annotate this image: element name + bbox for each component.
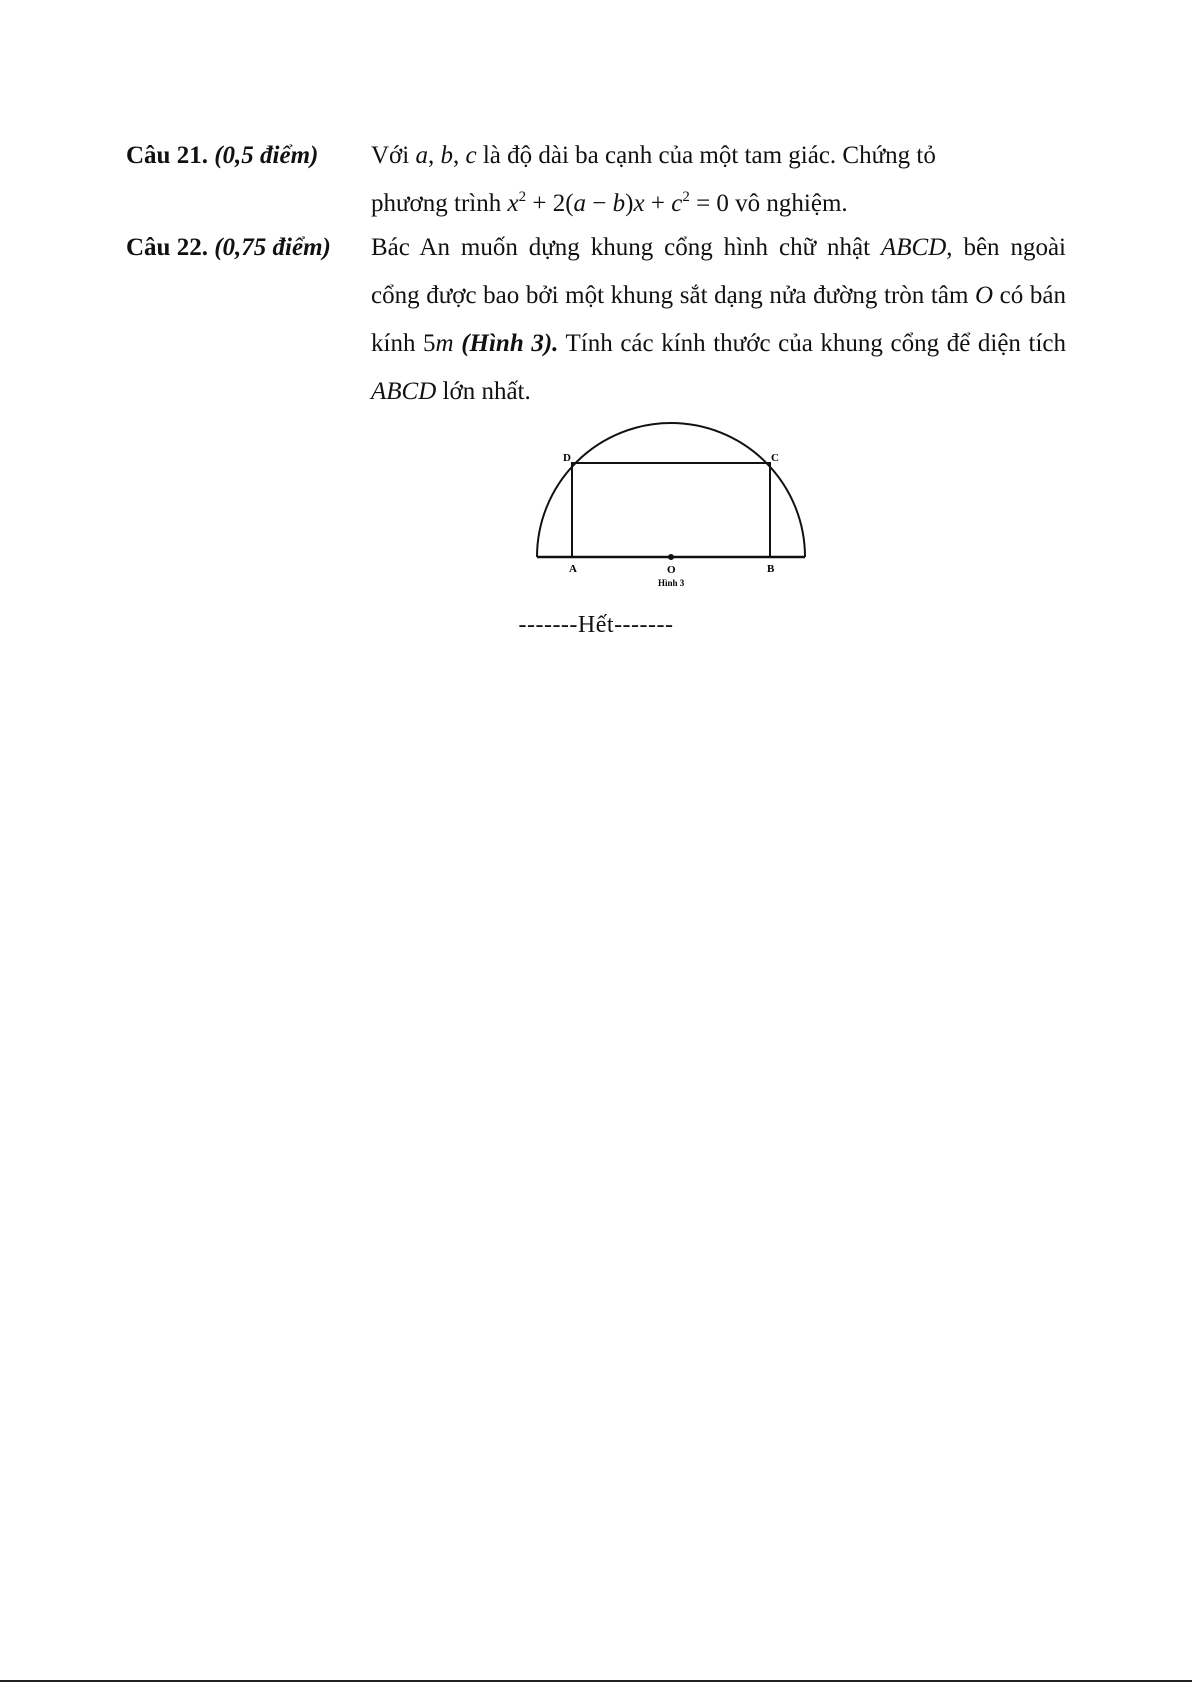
- text: phương trình: [371, 190, 508, 217]
- variable-a: a: [415, 142, 428, 169]
- center-name: O: [975, 282, 994, 309]
- text: lớn nhất.: [436, 378, 531, 405]
- question-21-line-1: [371, 132, 1066, 180]
- question-22-body: [371, 224, 1066, 416]
- question-number: Câu 22.: [126, 234, 208, 261]
- text: ,: [427, 142, 441, 169]
- eq-text: + 2(: [526, 190, 574, 217]
- text: có bán kính 5: [371, 282, 1066, 357]
- eq-c: c: [671, 190, 683, 217]
- eq-text: −: [586, 190, 613, 217]
- text: là độ dài ba cạnh của một tam giác. Chứng tỏ: [476, 142, 936, 169]
- variable-c: c: [465, 142, 477, 169]
- question-21-line-2: [371, 180, 1066, 228]
- rectangle-abcd: [572, 463, 770, 557]
- eq-x: x: [633, 190, 645, 217]
- end-mark: -------Hết-------: [518, 612, 674, 638]
- question-22-label: [126, 224, 371, 272]
- figure-caption: Hình 3: [658, 578, 685, 588]
- eq-exponent: 2: [518, 189, 527, 205]
- semicircle-arc: [537, 423, 805, 557]
- rect-name: ABCD: [881, 234, 947, 261]
- label-o: O: [667, 564, 676, 576]
- question-points: (0,5 điểm): [214, 142, 319, 169]
- eq-x: x: [507, 190, 519, 217]
- label-c: C: [771, 452, 779, 464]
- unit: m: [435, 330, 454, 357]
- text: Bác An muốn dựng khung cổng hình chữ nhật: [371, 234, 881, 261]
- eq-exponent: 2: [682, 189, 690, 205]
- equation: [508, 190, 729, 217]
- variable-b: b: [440, 142, 453, 169]
- text: Tính các kính thước của khung cổng để diện tích: [558, 330, 1066, 357]
- label-d: D: [563, 452, 571, 464]
- label-a: A: [569, 563, 577, 575]
- question-22-text: [371, 224, 1066, 416]
- question-21-label: [126, 132, 371, 180]
- figure-hinh-3: [530, 415, 820, 600]
- question-22: [126, 224, 1066, 416]
- eq-text: +: [644, 190, 672, 217]
- question-21-body: [371, 132, 1066, 228]
- eq-text: = 0: [689, 190, 729, 217]
- text: , bên ngoài cổng được bao bởi một khung sắt dạng nửa đường tròn tâm: [371, 234, 1066, 309]
- question-21: [126, 132, 1066, 228]
- center-point: [668, 554, 674, 560]
- eq-b: b: [612, 190, 626, 217]
- text: ,: [452, 142, 466, 169]
- bottom-divider: [0, 1680, 1192, 1682]
- text: vô nghiệm.: [728, 190, 848, 217]
- label-b: B: [767, 563, 775, 575]
- text: Với: [371, 142, 416, 169]
- eq-text: ): [625, 190, 634, 217]
- question-points: (0,75 điểm): [214, 234, 331, 261]
- figure-reference: (Hình 3).: [461, 330, 559, 357]
- question-number: Câu 21.: [126, 142, 208, 169]
- eq-a: a: [573, 190, 587, 217]
- rect-name: ABCD: [371, 378, 437, 405]
- semicircle-rectangle-diagram: [530, 415, 820, 600]
